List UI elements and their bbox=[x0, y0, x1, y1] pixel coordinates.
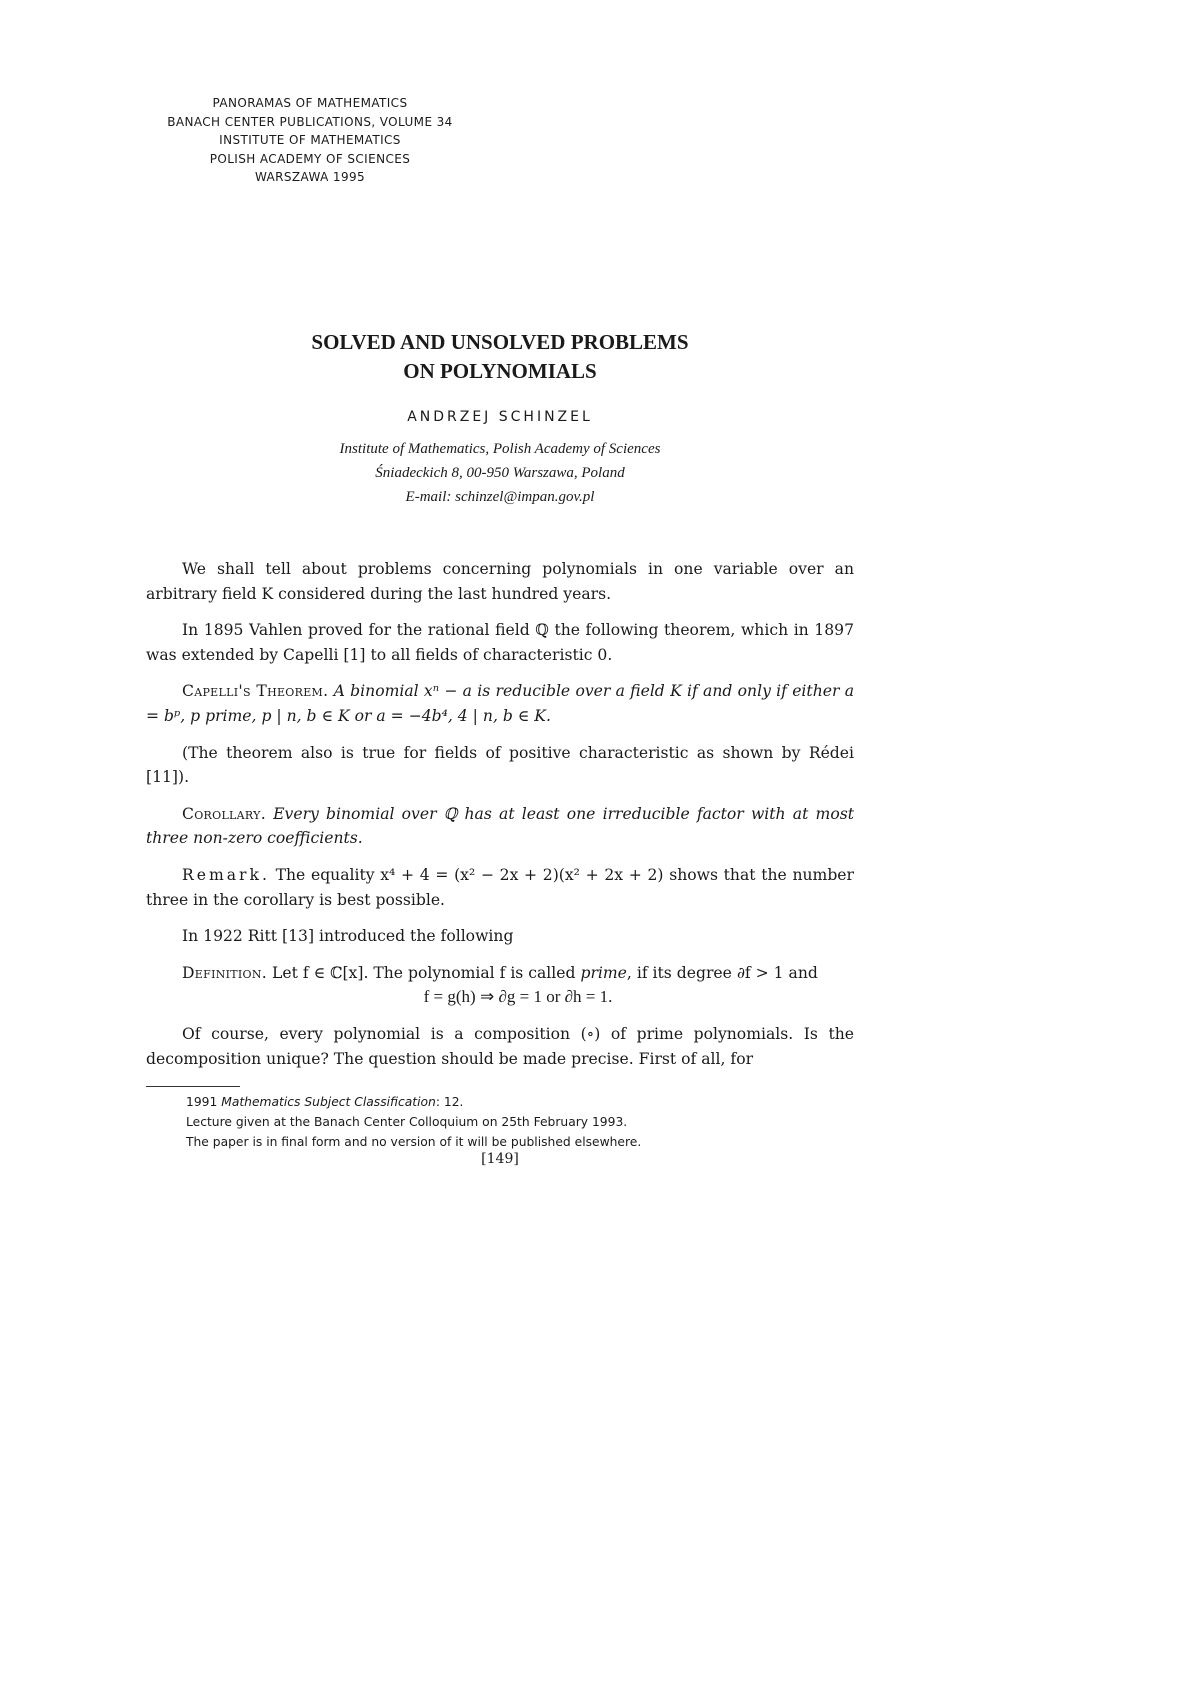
footnotes bbox=[186, 1092, 866, 1152]
msc-label: Mathematics Subject Classification bbox=[221, 1095, 436, 1109]
series-line: INSTITUTE OF MATHEMATICS bbox=[219, 133, 401, 147]
paper-title bbox=[0, 328, 1000, 386]
series-line: BANACH CENTER PUBLICATIONS, VOLUME 34 bbox=[167, 114, 453, 129]
series-line: WARSZAWA 1995 bbox=[254, 170, 366, 184]
definition-text-b: , if its degree ∂f > 1 and bbox=[626, 963, 818, 982]
capelli-theorem bbox=[146, 679, 854, 728]
series-line: PANORAMAS OF MATHEMATICS bbox=[212, 96, 408, 110]
definition-term: prime bbox=[580, 963, 627, 982]
page-number: [149] bbox=[481, 1151, 519, 1167]
title-line-2: ON POLYNOMIALS bbox=[403, 359, 597, 383]
address: Śniadeckich 8, 00-950 Warszawa, Poland bbox=[375, 465, 625, 481]
series-header bbox=[130, 94, 490, 187]
series-line: POLISH ACADEMY OF SCIENCES bbox=[209, 151, 411, 166]
msc-value: : 12. bbox=[435, 1095, 464, 1109]
title-line-1: SOLVED AND UNSOLVED PROBLEMS bbox=[311, 330, 689, 354]
paragraph-redei: (The theorem also is true for fields of positive characteristic as shown by Rédei [11]). bbox=[146, 743, 854, 787]
footnote-msc bbox=[186, 1092, 866, 1112]
definition-text-a: Let f ∈ ℂ[x]. The polynomial f is called bbox=[272, 963, 576, 982]
email: E-mail: schinzel@impan.gov.pl bbox=[405, 489, 595, 505]
remark bbox=[146, 863, 854, 912]
footnote-lecture: Lecture given at the Banach Center Colloquium on 25th February 1993. bbox=[186, 1115, 628, 1129]
paragraph-composition: Of course, every polynomial is a composition (∘) of prime polynomials. Is the decomposition unique? The question should be made precise. First of all, for bbox=[146, 1024, 854, 1068]
msc-year: 1991 bbox=[186, 1095, 218, 1109]
display-equation: f = g(h) ⇒ ∂g = 1 or ∂h = 1. bbox=[423, 987, 613, 1007]
footnote-final: The paper is in final form and no version of it will be published elsewhere. bbox=[186, 1135, 642, 1149]
corollary bbox=[146, 802, 854, 851]
definition bbox=[146, 961, 854, 986]
corollary-label: Corollary. bbox=[182, 804, 266, 823]
theorem-label: Capelli's Theorem. bbox=[182, 682, 329, 701]
footnote-rule bbox=[146, 1086, 240, 1087]
remark-text: The equality x⁴ + 4 = (x² − 2x + 2)(x² + 2x + 2) shows that the number three in the corollary is best possible. bbox=[146, 865, 854, 909]
paragraph-ritt: In 1922 Ritt [13] introduced the following bbox=[182, 927, 514, 946]
affiliation: Institute of Mathematics, Polish Academy of Sciences bbox=[339, 441, 661, 457]
paragraph-intro: We shall tell about problems concerning polynomials in one variable over an arbitrary field K considered during the last hundred years. bbox=[146, 560, 854, 603]
body-text bbox=[146, 557, 854, 1083]
corollary-statement: Every binomial over ℚ has at least one irreducible factor with at most three non-zero coefficients. bbox=[146, 804, 854, 848]
paragraph-vahlen: In 1895 Vahlen proved for the rational field ℚ the following theorem, which in 1897 was extended by Capelli [1] to all fields of characteristic 0. bbox=[146, 621, 854, 664]
theorem-statement: A binomial xⁿ − a is reducible over a field K if and only if either a = bᵖ, p prime, p | n, b ∈ K or a = −4b⁴, 4 | n, b ∈ K. bbox=[146, 682, 854, 725]
definition-label: Definition. bbox=[182, 963, 268, 982]
author-affiliation-block bbox=[0, 437, 1000, 509]
author-name: ANDRZEJ SCHINZEL bbox=[407, 409, 593, 425]
remark-label: Remark. bbox=[182, 865, 270, 884]
